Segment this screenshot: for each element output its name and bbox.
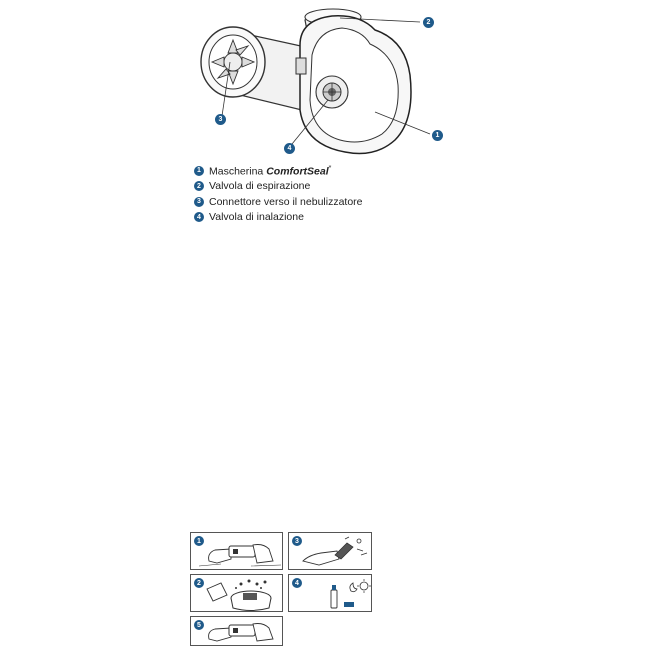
legend-label: Valvola di espirazione [209,180,311,193]
boiling-pot-icon [191,575,283,612]
step-number: 1 [194,536,204,546]
hand-holding-mask-icon [191,617,283,646]
legend-label: Valvola di inalazione [209,211,304,224]
step-number: 2 [194,578,204,588]
callout-1: 1 [432,130,443,141]
legend-item-exhalation-valve [194,179,434,195]
legend-label: Connettore verso il nebulizzatore [209,195,363,208]
legend-item-nebulizer-connector [194,194,434,210]
step-panel-4 [288,574,372,612]
legend-label: Mascherina ComfortSeal* [209,164,332,177]
step-panel-2 [190,574,283,612]
legend-number: 2 [194,181,204,191]
callout-2: 2 [423,17,434,28]
mask-illustration [0,0,650,170]
brand-name: ComfortSeal [266,165,329,177]
side-clip [296,58,306,74]
mask-diagram [0,0,650,170]
legend-number: 3 [194,197,204,207]
step-panel-3 [288,532,372,570]
legend-number: 4 [194,212,204,222]
legend-item-mask [194,163,434,179]
legend-item-inhalation-valve [194,210,434,226]
step-number: 4 [292,578,302,588]
callout-3: 3 [215,114,226,125]
inhalation-valve [316,76,348,108]
step-number: 5 [194,620,204,630]
step-panel-5 [190,616,283,646]
step-panel-1 [190,532,283,570]
hand-washing-mask-icon [191,533,283,570]
parts-legend [194,163,434,225]
step-number: 3 [292,536,302,546]
callout-4: 4 [284,143,295,154]
legend-number: 1 [194,166,204,176]
